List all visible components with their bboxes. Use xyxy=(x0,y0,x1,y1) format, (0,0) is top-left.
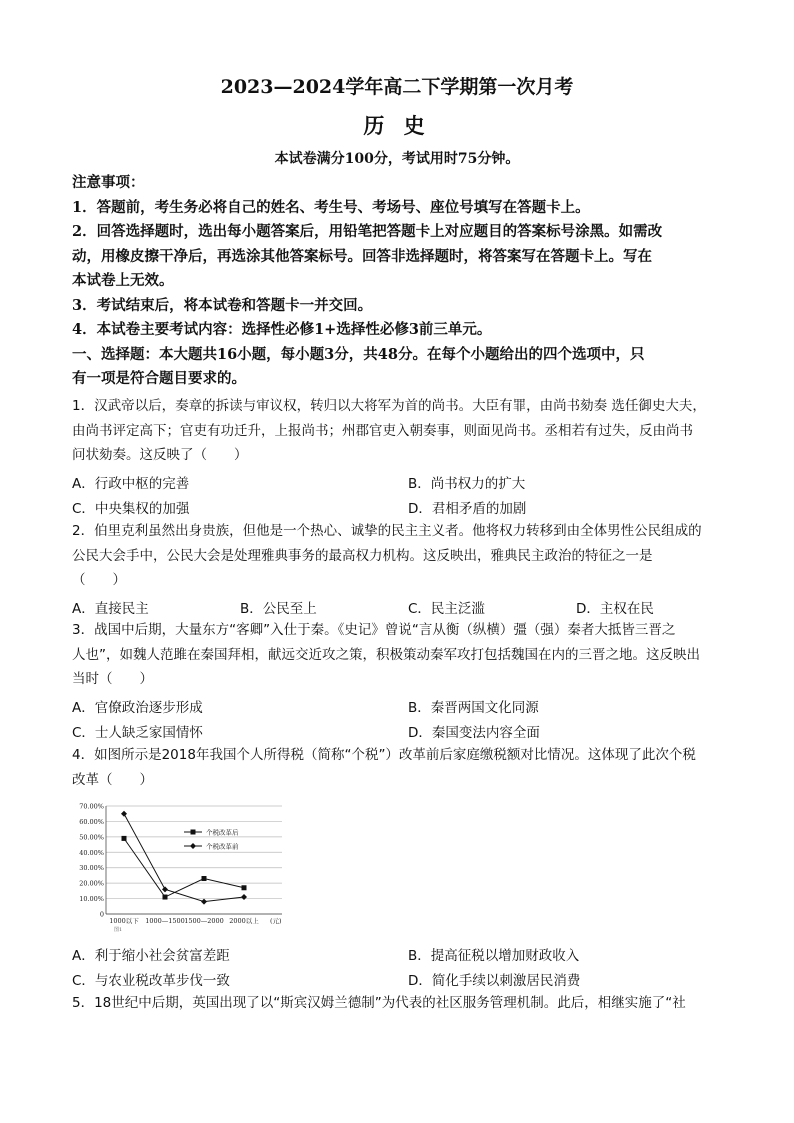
question-2-option-c[interactable]: C．民主泛滥 xyxy=(408,601,485,617)
question-3-option-b[interactable]: B．秦晋两国文化同源 xyxy=(408,700,539,716)
data-point xyxy=(201,899,207,905)
y-tick-label: 60.00% xyxy=(79,817,104,826)
data-point xyxy=(241,894,247,900)
question-4-text: 改革（ ） xyxy=(72,772,153,788)
question-1-option-c[interactable]: C．中央集权的加强 xyxy=(72,501,190,517)
y-tick-label: 50.00% xyxy=(79,833,104,842)
question-1-option-a[interactable]: A．行政中枢的完善 xyxy=(72,476,190,492)
note-line: 3．考试结束后，将本试卷和答题卡一并交回。 xyxy=(72,297,373,314)
exam-info: 本试卷满分100分，考试用时75分钟。 xyxy=(274,151,520,167)
question-4-option-b[interactable]: B．提高征税以增加财政收入 xyxy=(408,948,580,964)
legend-label: 个税改革后 xyxy=(206,828,239,837)
y-tick-label: 10.00% xyxy=(79,895,104,904)
x-axis xyxy=(109,916,282,933)
y-tick-label: 70.00% xyxy=(79,802,104,811)
x-axis-unit: (元) xyxy=(270,917,282,925)
data-point xyxy=(122,836,127,841)
data-point xyxy=(162,886,168,892)
x-tick-label: 2000以上 xyxy=(229,917,259,925)
chart-caption: 图1 xyxy=(114,927,123,933)
question-2-option-a[interactable]: A．直接民主 xyxy=(72,601,149,617)
question-2-option-b[interactable]: B．公民至上 xyxy=(240,601,317,617)
question-1-text: 由尚书评定高下；官吏有功迁升，上报尚书；州郡官吏入朝奏事，则面见尚书。丞相若有过失，反由尚书 xyxy=(72,423,693,439)
legend-marker xyxy=(191,830,196,835)
tax-comparison-chart xyxy=(72,798,287,933)
chart-series xyxy=(121,811,247,905)
question-1-option-d[interactable]: D．君相矛盾的加剧 xyxy=(408,501,527,517)
question-1-text: 问状劾奏。这反映了（ ） xyxy=(72,447,248,463)
x-tick-label: 1000—1500 xyxy=(145,917,185,925)
subject-title: 历 史 xyxy=(363,113,431,138)
y-tick-label: 40.00% xyxy=(79,848,104,857)
x-tick-label: 1000以下 xyxy=(109,917,139,925)
note-line: 4．本试卷主要考试内容：选择性必修1+选择性必修3前三单元。 xyxy=(72,321,492,338)
note-line: 动，用橡皮擦干净后，再选涂其他答案标号。回答非选择题时，将答案写在答题卡上。写在 xyxy=(72,248,652,265)
notes-heading: 注意事项： xyxy=(72,174,145,191)
question-4-option-c[interactable]: C．与农业税改革步伐一致 xyxy=(72,973,230,989)
question-2-text: 公民大会手中，公民大会是处理雅典事务的最高权力机构。这反映出，雅典民主政治的特征之一是 xyxy=(72,548,653,564)
section-heading: 一、选择题：本大题共16小题，每小题3分，共48分。在每个小题给出的四个选项中，只 xyxy=(72,346,645,363)
data-point xyxy=(202,876,207,881)
legend-marker xyxy=(190,843,196,849)
question-1-option-b[interactable]: B．尚书权力的扩大 xyxy=(408,476,526,492)
question-4-option-a[interactable]: A．利于缩小社会贫富差距 xyxy=(72,948,230,964)
data-point xyxy=(242,885,247,890)
y-tick-label: 30.00% xyxy=(79,864,104,873)
question-2-text: （ ） xyxy=(72,572,126,588)
question-5-text: 5．18世纪中后期，英国出现了以“斯宾汉姆兰德制”为代表的社区服务管理机制。此后，相继实施了“社 xyxy=(72,995,686,1011)
note-line: 1．答题前，考生务必将自己的姓名、考生号、考场号、座位号填写在答题卡上。 xyxy=(72,199,590,216)
question-1-text: 1．汉武帝以后，奏章的拆读与审议权，转归以大将军为首的尚书。大臣有罪，由尚书劾奏 选任御史大夫， xyxy=(72,398,706,414)
question-3-option-d[interactable]: D．秦国变法内容全面 xyxy=(408,725,540,741)
question-3-option-c[interactable]: C．士人缺乏家国情怀 xyxy=(72,725,203,741)
question-3-text: 当时（ ） xyxy=(72,671,153,687)
legend-label: 个税改革前 xyxy=(206,842,239,851)
question-4-option-d[interactable]: D．简化手续以刺激居民消费 xyxy=(408,973,581,989)
section-heading: 有一项是符合题目要求的。 xyxy=(72,370,246,387)
question-3-text: 人也”，如魏人范雎在秦国拜相，献远交近攻之策，积极策动秦军攻打包括魏国在内的三晋之地。这反映出 xyxy=(72,647,700,663)
question-2-text: 2．伯里克利虽然出身贵族，但他是一个热心、诚挚的民主主义者。他将权力转移到由全体男性公民组成的 xyxy=(72,523,702,539)
y-tick-label: 0 xyxy=(99,910,104,919)
question-4-text: 4．如图所示是2018年我国个人所得税（简称“个税”）改革前后家庭缴税额对比情况。这体现了此次个税 xyxy=(72,747,696,763)
data-point xyxy=(163,895,168,900)
chart-legend xyxy=(184,828,239,851)
question-2-option-d[interactable]: D．主权在民 xyxy=(576,601,654,617)
note-line: 本试卷上无效。 xyxy=(72,272,174,289)
question-3-option-a[interactable]: A．官僚政治逐步形成 xyxy=(72,700,203,716)
exam-title: 2023—2024学年高二下学期第一次月考 xyxy=(220,76,574,98)
note-line: 2．回答选择题时，选出每小题答案后，用铅笔把答题卡上对应题目的答案标号涂黑。如需改 xyxy=(72,223,663,240)
question-3-text: 3．战国中后期，大量东方“客卿”入仕于秦。《史记》曾说“言从衡（纵横）彊（强）秦者大抵皆三晋之 xyxy=(72,622,676,638)
data-point xyxy=(121,811,127,817)
chart-grid xyxy=(106,806,282,914)
x-tick-label: 1500—2000 xyxy=(184,917,224,925)
y-axis xyxy=(79,803,106,919)
y-tick-label: 20.00% xyxy=(79,879,104,888)
